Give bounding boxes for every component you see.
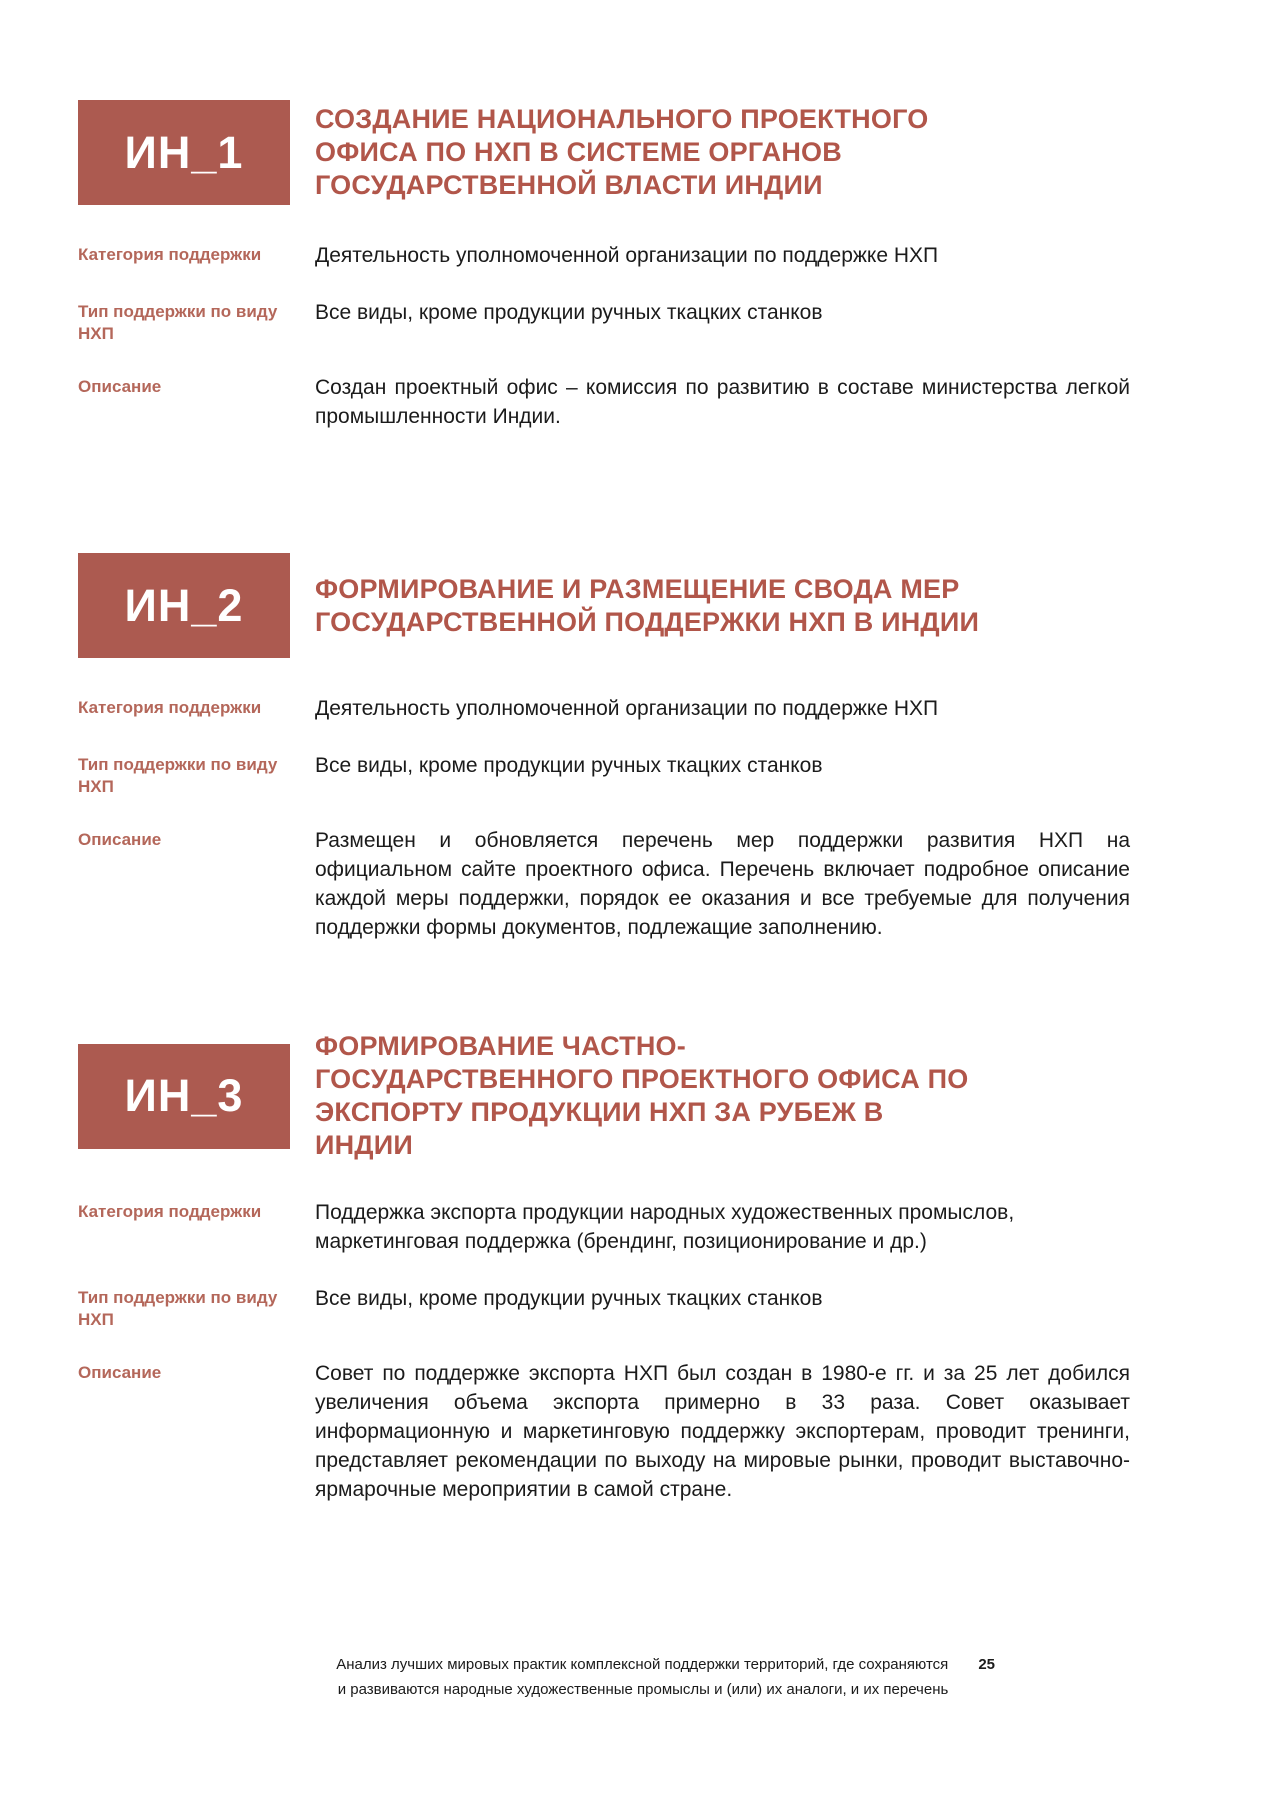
type-value: Все виды, кроме продукции ручных ткацких станков: [315, 301, 823, 324]
measure-code: ИН_2: [124, 579, 244, 631]
category-label: Категория поддержки: [78, 698, 262, 717]
section-title: ФОРМИРОВАНИЕ И РАЗМЕЩЕНИЕ СВОДА МЕР ГОСУДАРСТВЕННОЙ ПОДДЕРЖКИ НХП В ИНДИИ: [315, 573, 980, 637]
description-row: [78, 373, 1130, 431]
type-value: Все виды, кроме продукции ручных ткацких станков: [315, 754, 823, 777]
description-label: Описание: [78, 830, 162, 849]
measure-section-in2: [78, 553, 1130, 942]
measure-code-box: [78, 1044, 290, 1149]
measure-section-in1: [78, 100, 1130, 431]
section-title: ФОРМИРОВАНИЕ ЧАСТНО-ГОСУДАРСТВЕННОГО ПРОЕКТНОГО ОФИСА ПО ЭКСПОРТУ ПРОДУКЦИИ НХП ЗА РУБЕЖ В ИНДИИ: [315, 1031, 969, 1160]
description-value: Совет по поддержке экспорта НХП был создан в 1980-е гг. и за 25 лет добился увеличения объема экспорта примерно в 33 раза. Совет оказывает информационную и маркетинговую поддержку экспортерам, проводит тренинги, представляет рекомендации по выходу на мировые рынки, проводит выставочно-ярмарочные мероприятии в самой стране.: [315, 1362, 1130, 1501]
page-footer: [336, 1652, 995, 1702]
category-value: Поддержка экспорта продукции народных художественных промыслов, маркетинговая поддержка (брендинг, позиционирование и др.): [315, 1201, 1015, 1253]
section-header: [78, 100, 1130, 205]
description-value: Создан проектный офис – комиссия по развитию в составе министерства легкой промышленности Индии.: [315, 376, 1130, 428]
footer-caption-line2: и развиваются народные художественные промыслы и (или) их аналоги, и их перечень: [337, 1681, 949, 1698]
type-label: Тип поддержки по виду НХП: [78, 755, 278, 796]
page-number: 25: [978, 1656, 995, 1673]
type-value: Все виды, кроме продукции ручных ткацких станков: [315, 1287, 823, 1310]
type-row: [78, 1284, 1130, 1331]
description-row: [78, 826, 1130, 942]
measure-code: ИН_1: [124, 126, 244, 178]
category-row: [78, 241, 1130, 270]
section-title: СОЗДАНИЕ НАЦИОНАЛЬНОГО ПРОЕКТНОГО ОФИСА ПО НХП В СИСТЕМЕ ОРГАНОВ ГОСУДАРСТВЕННОЙ ВЛАСТИ ИНДИИ: [315, 104, 929, 200]
description-label: Описание: [78, 1363, 162, 1382]
type-row: [78, 298, 1130, 345]
category-label: Категория поддержки: [78, 1202, 262, 1221]
section-header: [78, 553, 1130, 658]
category-value: Деятельность уполномоченной организации по поддержке НХП: [315, 697, 939, 720]
category-value: Деятельность уполномоченной организации по поддержке НХП: [315, 244, 939, 267]
type-label: Тип поддержки по виду НХП: [78, 302, 278, 343]
measure-code: ИН_3: [124, 1070, 244, 1121]
description-row: [78, 1359, 1130, 1504]
category-row: [78, 694, 1130, 723]
type-label: Тип поддержки по виду НХП: [78, 1288, 278, 1329]
footer-caption-line1: Анализ лучших мировых практик комплексной поддержки территорий, где сохраняются: [336, 1656, 949, 1673]
category-label: Категория поддержки: [78, 245, 262, 264]
type-row: [78, 751, 1130, 798]
measure-section-in3: [78, 1030, 1130, 1504]
measure-code-box: [78, 100, 290, 205]
category-row: [78, 1198, 1130, 1256]
section-header: [78, 1030, 1130, 1162]
description-label: Описание: [78, 377, 162, 396]
description-value: Размещен и обновляется перечень мер поддержки развития НХП на официальном сайте проектного офиса. Перечень включает подробное описание каждой меры поддержки, порядок ее оказания и все требуемые для получения поддержки формы документов, подлежащие заполнению.: [315, 829, 1130, 939]
footer-caption: [336, 1652, 948, 1702]
measure-code-box: [78, 553, 290, 658]
